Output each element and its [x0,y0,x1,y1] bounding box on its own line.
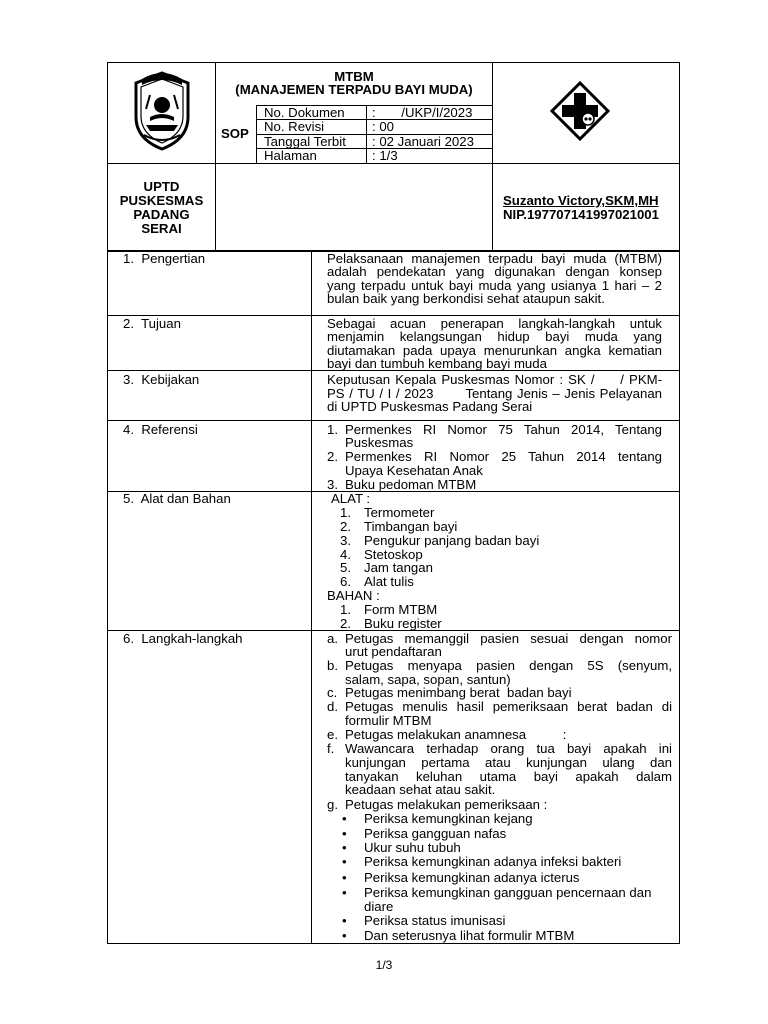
list-number: 5. [340,560,351,575]
step-letter: f. [327,741,335,756]
step-text-line: formulir MTBM [345,713,432,728]
signer-nip: NIP.197707141997021001 [503,207,659,222]
bullet-icon: • [342,854,347,869]
step-letter: a. [327,631,338,646]
check-item-line: diare [364,899,394,914]
section-text-line: Keputusan Kepala Puskesmas Nomor : SK / / PKM- [327,372,662,387]
step-text-line: tanyakan keluhan utama bayi apakah dalam [345,769,672,784]
bahan-heading: BAHAN : [327,588,380,603]
step-letter: b. [327,658,338,673]
doc-info-value: : /UKP/I/2023 [372,105,473,120]
step-text-line: Petugas melakukan anamnesa : [345,727,567,742]
section-text-line: PS / TU / I / 2023 Tentang Jenis – Jenis Pelayanan [327,386,662,401]
doc-info-value: : 02 Januari 2023 [372,134,474,149]
section-text-line: bulan baik yang berkondisi sehat ataupun sakit. [327,291,605,306]
regional-emblem-logo [128,69,196,153]
bahan-item: Form MTBM [364,602,438,617]
check-item-line: Ukur suhu tubuh [364,840,461,855]
step-text-line: Petugas memanggil pasien sesuai dengan nomor [345,631,672,646]
org-name-line: UPTD [143,179,180,194]
bullet-icon: • [342,840,347,855]
reference-text-line: Puskesmas [345,435,414,450]
bahan-item: Buku register [364,616,442,631]
section-label: 3. Kebijakan [123,372,200,387]
step-letter: e. [327,727,338,742]
section-text-line: bayi dan tumbuh kembang bayi muda [327,356,547,371]
alat-heading: ALAT : [331,491,371,506]
check-item-line: Periksa kemungkinan kejang [364,811,533,826]
step-text-line: Petugas menimbang berat badan bayi [345,685,572,700]
step-letter: c. [327,685,338,700]
bullet-icon: • [342,885,347,900]
section-label: 6. Langkah-langkah [123,631,243,646]
list-number: 2. [340,519,351,534]
bullet-icon: • [342,811,347,826]
reference-number: 1. [327,422,338,437]
section-text-line: diutamakan pada upaya menurunkan angka kematian [327,343,662,358]
divider [492,62,493,251]
alat-item: Timbangan bayi [364,519,458,534]
signer-name: Suzanto Victory,SKM,MH [503,193,659,208]
section-label: 5. Alat dan Bahan [123,491,231,506]
section-label: 2. Tujuan [123,316,181,331]
bullet-icon: • [342,870,347,885]
reference-number: 2. [327,449,338,464]
doc-info-value: : 00 [372,119,394,134]
doc-info-label: No. Revisi [264,119,325,134]
step-letter: g. [327,797,338,812]
alat-item: Stetoskop [364,547,423,562]
document-subtitle: (MANAJEMEN TERPADU BAYI MUDA) [235,82,473,97]
check-item-line: Periksa kemungkinan adanya infeksi bakteri [364,854,622,869]
step-text-line: Wawancara terhadap orang tua bayi apakah ini [345,741,672,756]
page-number: 1/3 [375,958,393,972]
section-label: 1. Pengertian [123,251,206,266]
step-text-line: urut pendaftaran [345,644,442,659]
step-text-line: kunjungan pertama atau kunjungan ulang dan [345,755,672,770]
section-text-line: di UPTD Puskesmas Padang Serai [327,399,533,414]
reference-text-line: Buku pedoman MTBM [345,477,477,492]
step-text-line: salam, sapa, sopan, santun) [345,672,511,687]
check-item-line: Periksa status imunisasi [364,913,506,928]
sop-label: SOP [221,126,249,141]
reference-text-line: Permenkes RI Nomor 25 Tahun 2014 tentang [345,449,662,464]
doc-info-value: : 1/3 [372,148,398,163]
section-text-line: Pelaksanaan manajemen terpadu bayi muda (MTBM) [327,251,662,266]
list-number: 3. [340,533,351,548]
section-text-line: menjamin kelangsungan hidup bayi muda yang [327,329,662,344]
step-text-line: Petugas menulis hasil pemeriksaan berat badan di [345,699,672,714]
divider [107,163,680,164]
section-text-line: adalah pendekatan yang digunakan dengan konsep [327,264,662,279]
list-number: 2. [340,616,351,631]
org-name-line: SERAI [141,221,182,236]
bullet-icon: • [342,928,347,943]
reference-text-line: Upaya Kesehatan Anak [345,463,483,478]
list-number: 1. [340,602,351,617]
bullet-icon: • [342,913,347,928]
alat-item: Jam tangan [364,560,433,575]
alat-item: Alat tulis [364,574,414,589]
divider [107,420,680,421]
list-number: 4. [340,547,351,562]
divider [311,251,312,944]
bullet-icon: • [342,826,347,841]
alat-item: Pengukur panjang badan bayi [364,533,540,548]
check-item-line: Periksa kemungkinan adanya icterus [364,870,580,885]
alat-item: Termometer [364,505,435,520]
org-name-line: PUSKESMAS [119,193,204,208]
reference-number: 3. [327,477,338,492]
section-text-line: yang terpadu untuk bayi muda yang usianya 1 hari – 2 [327,278,662,293]
step-letter: d. [327,699,338,714]
step-text-line: Petugas melakukan pemeriksaan : [345,797,548,812]
doc-info-label: Tanggal Terbit [264,134,346,149]
step-text-line: keadaan sehat atau sakit. [345,782,496,797]
section-text-line: Sebagai acuan penerapan langkah-langkah untuk [327,316,662,331]
check-item-line: Periksa kemungkinan gangguan pencernaan dan [364,885,652,900]
doc-info-label: Halaman [264,148,317,163]
list-number: 6. [340,574,351,589]
org-name-line: PADANG [133,207,190,222]
puskesmas-cross-logo [550,81,610,141]
section-label: 4. Referensi [123,422,198,437]
step-text-line: Petugas menyapa pasien dengan 5S (senyum, [345,658,672,673]
doc-info-label: No. Dokumen [264,105,345,120]
document-title: MTBM [334,69,374,84]
reference-text-line: Permenkes RI Nomor 75 Tahun 2014, Tentang [345,422,662,437]
list-number: 1. [340,505,351,520]
check-item-line: Dan seterusnya lihat formulir MTBM [364,928,575,943]
check-item-line: Periksa gangguan nafas [364,826,507,841]
